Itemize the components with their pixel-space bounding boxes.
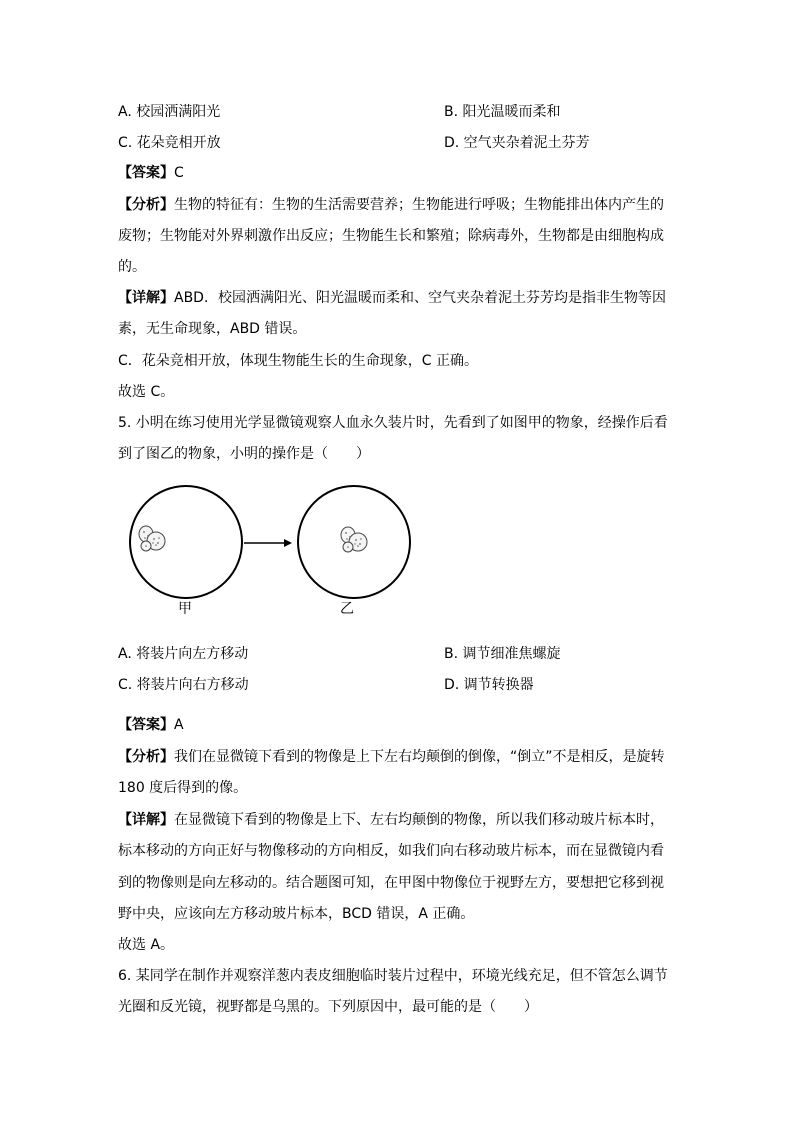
q4-option-a: A. 校园洒满阳光 bbox=[118, 104, 221, 120]
detail-tag: 【详解】 bbox=[118, 812, 174, 828]
answer-value: A bbox=[174, 717, 184, 733]
answer-value: C bbox=[174, 165, 184, 181]
analysis-tag: 【分析】 bbox=[118, 749, 174, 765]
answer-tag: 【答案】 bbox=[118, 165, 174, 181]
microscope-figure bbox=[118, 484, 418, 624]
blood-cells-jia bbox=[139, 526, 165, 551]
analysis-text: 我们在显微镜下看到的物像是上下左右均颠倒的倒像，“倒立”不是相反，是旋转 bbox=[174, 749, 665, 765]
q5-detail-line1 bbox=[118, 811, 664, 829]
q5-option-b: B. 调节细准焦螺旋 bbox=[444, 646, 561, 662]
q4-option-d: D. 空气夹杂着泥土芬芳 bbox=[444, 135, 590, 151]
q6-stem-line2: 光圈和反光镜，视野都是乌黑的。下列原因中，最可能的是（ ） bbox=[118, 999, 538, 1015]
detail-tag: 【详解】 bbox=[118, 290, 174, 306]
q4-option-b: B. 阳光温暖而柔和 bbox=[444, 104, 561, 120]
q5-stem-line1: 5. 小明在练习使用光学显微镜观察人血永久装片时，先看到了如图甲的物象，经操作后看 bbox=[118, 415, 668, 431]
q5-option-c: C. 将装片向右方移动 bbox=[118, 677, 249, 693]
q4-analysis-line3: 的。 bbox=[118, 259, 146, 275]
q5-detail-line2: 标本移动的方向正好与物像移动的方向相反，如我们向右移动玻片标本，而在显微镜内看 bbox=[118, 843, 664, 859]
q5-detail-line4: 野中央，应该向左方移动玻片标本，BCD 错误，A 正确。 bbox=[118, 906, 475, 922]
figure-label-jia: 甲 bbox=[178, 601, 192, 617]
q6-stem-line1: 6. 某同学在制作并观察洋葱内表皮细胞临时装片过程中，环境光线充足，但不管怎么调节 bbox=[118, 968, 668, 984]
detail-text: ABD．校园洒满阳光、阳光温暖而柔和、空气夹杂着泥土芬芳均是指非生物等因 bbox=[174, 290, 666, 306]
blood-cells-yi bbox=[341, 527, 367, 552]
detail-text: 在显微镜下看到的物像是上下、左右均颠倒的物像，所以我们移动玻片标本时， bbox=[174, 812, 664, 828]
q4-detail-line1 bbox=[118, 289, 666, 307]
q4-option-c: C. 花朵竞相开放 bbox=[118, 135, 221, 151]
microscope-fields-diagram bbox=[118, 484, 418, 624]
q4-choose: 故选 C。 bbox=[118, 384, 175, 400]
q5-detail-line3: 到的物像则是向左移动的。结合题图可知，在甲图中物像位于视野左方，要想把它移到视 bbox=[118, 875, 664, 891]
q5-analysis-line1 bbox=[118, 748, 665, 766]
q5-answer bbox=[118, 716, 184, 734]
figure-label-yi: 乙 bbox=[340, 601, 354, 617]
q5-choose: 故选 A。 bbox=[118, 937, 175, 953]
q4-analysis-line1 bbox=[118, 196, 664, 214]
q5-option-a: A. 将装片向左方移动 bbox=[118, 646, 249, 662]
q4-answer bbox=[118, 164, 184, 182]
analysis-text: 生物的特征有：生物的生活需要营养；生物能进行呼吸；生物能排出体内产生的 bbox=[174, 197, 664, 213]
q5-analysis-line2: 180 度后得到的像。 bbox=[118, 780, 248, 796]
q4-detail-line3: C．花朵竞相开放，体现生物能生长的生命现象，C 正确。 bbox=[118, 353, 478, 369]
q5-option-d: D. 调节转换器 bbox=[444, 677, 534, 693]
q4-detail-line2: 素，无生命现象，ABD 错误。 bbox=[118, 321, 307, 337]
analysis-tag: 【分析】 bbox=[118, 197, 174, 213]
answer-tag: 【答案】 bbox=[118, 717, 174, 733]
q5-stem-line2: 到了图乙的物象，小明的操作是（ ） bbox=[118, 446, 370, 462]
q4-analysis-line2: 废物；生物能对外界刺激作出反应；生物能生长和繁殖；除病毒外，生物都是由细胞构成 bbox=[118, 228, 664, 244]
arrow-head bbox=[284, 539, 292, 547]
